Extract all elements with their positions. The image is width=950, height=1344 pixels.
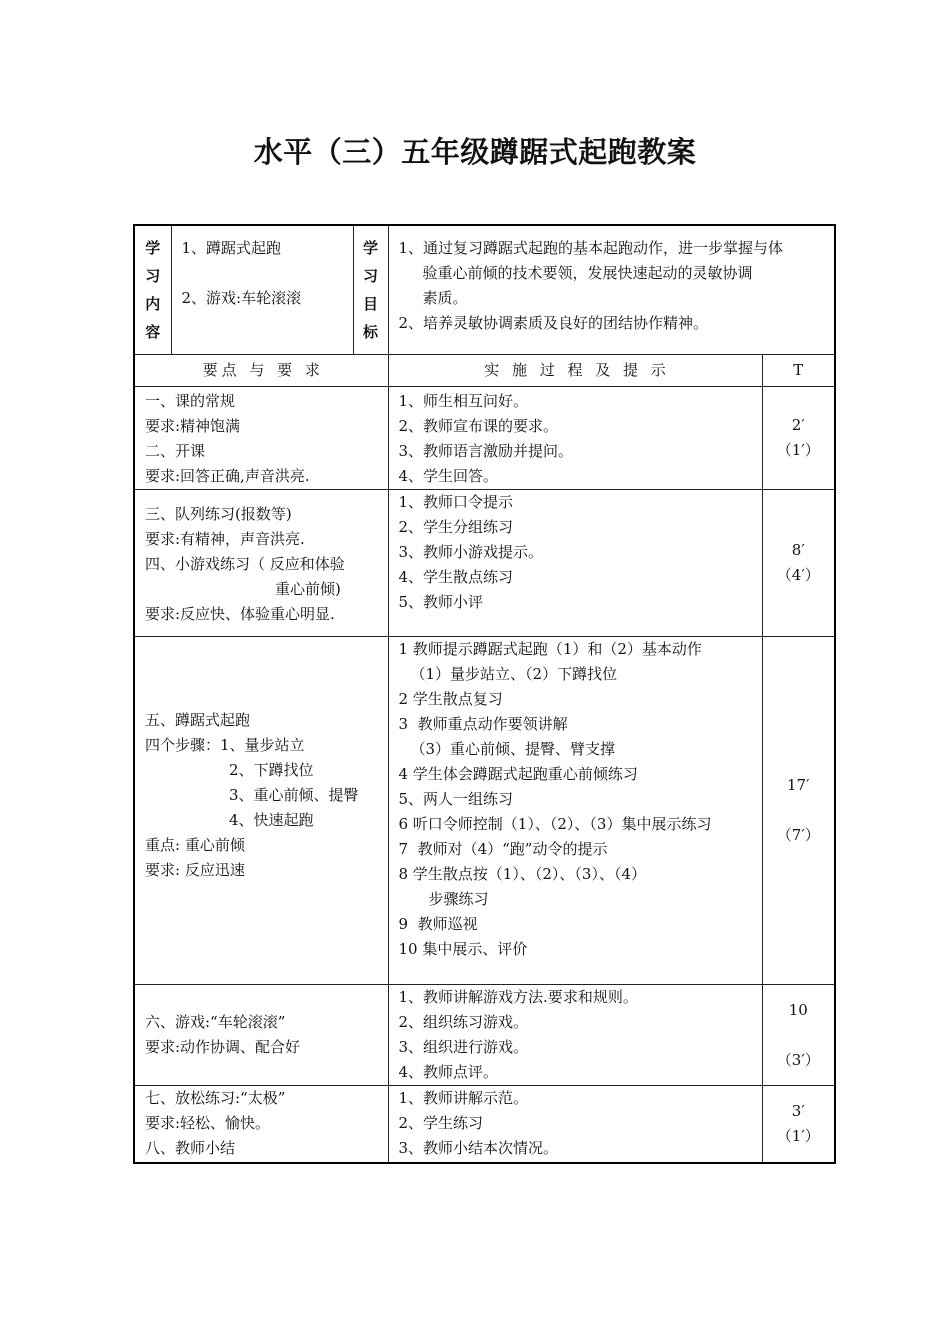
process-cell: 1、师生相互问好。 2、教师宣布课的要求。 3、教师语言激励并提问。 4、学生回答。 (388, 387, 762, 490)
content-item: 1、蹲踞式起跑 (181, 239, 282, 257)
table-row (134, 490, 835, 637)
process-cell: 1、教师讲解游戏方法.要求和规则。 2、组织练习游戏。 3、组织进行游戏。 4、教师点评。 (388, 985, 762, 1086)
goal-line: 1、通过复习蹲踞式起跑的基本起跑动作，进一步掌握与体 (398, 239, 784, 257)
goals (388, 225, 835, 355)
table-row (134, 1086, 835, 1163)
table-row (134, 637, 835, 985)
process-cell: 1、教师口令提示 2、学生分组练习 3、教师小游戏提示。 4、学生散点练习 5、教师小评 (388, 490, 762, 637)
process-cell: 1、教师讲解示范。 2、学生练习 3、教师小结本次情况。 (388, 1086, 762, 1163)
requirements-cell: 七、放松练习:“太极” 要求:轻松、愉快。 八、教师小结 (134, 1086, 388, 1163)
content-items (171, 225, 353, 355)
table-row (134, 387, 835, 490)
lesson-plan-table (133, 224, 836, 1164)
time-cell: 8′ （4′） (762, 490, 835, 637)
time-cell: 17′ （7′） (762, 637, 835, 985)
requirements-cell: 六、游戏:“车轮滚滚” 要求:动作协调、配合好 (134, 985, 388, 1086)
time-cell: 10 （3′） (762, 985, 835, 1086)
goal-line: 素质。 (422, 289, 468, 307)
column-header-time: T (762, 355, 835, 387)
goal-line: 2、培养灵敏协调素质及良好的团结协作精神。 (398, 314, 709, 332)
process-cell: 1 教师提示蹲踞式起跑（1）和（2）基本动作 （1）量步站立、（2）下蹲找位 2 学生散点复习 3 教师重点动作要领讲解 （3）重心前倾、提臀、臂支撑 4 学生体会蹲踞式起跑重心前倾练习 5、两人一组练习 6 听口令师控制（1）、（2）、（3）集中展示练习 7 教师对（4）“跑”动令的提示 8 学生散点按（1）、（2）、（3）、（4） 步骤练习 9 教师巡视 10 集中展示、评价 (388, 637, 762, 985)
goal-line: 验重心前倾的技术要领，发展快速起动的灵敏协调 (422, 264, 753, 282)
table-row (134, 985, 835, 1086)
time-cell: 2′ （1′） (762, 387, 835, 490)
column-header-middle: 实 施 过 程 及 提 示 (388, 355, 762, 387)
content-item: 2、游戏:车轮滚滚 (181, 289, 302, 307)
content-label: 学 习 内 容 (134, 225, 171, 355)
requirements-cell: 三、队列练习(报数等) 要求:有精神，声音洪亮. 四、小游戏练习（ 反应和体验 重心前倾) 要求:反应快、体验重心明显. (134, 490, 388, 637)
header-row (134, 225, 835, 355)
column-header-left: 要点 与 要 求 (134, 355, 388, 387)
page-title: 水平（三）五年级蹲踞式起跑教案 (253, 135, 697, 169)
requirements-cell: 一、课的常规 要求:精神饱满 二、开课 要求:回答正确,声音洪亮. (134, 387, 388, 490)
column-header-row (134, 355, 835, 387)
time-cell: 3′ （1′） (762, 1086, 835, 1163)
requirements-cell: 五、蹲踞式起跑 四个步骤：1、量步站立 2、下蹲找位 3、重心前倾、提臀 4、快速起跑 重点: 重心前倾 要求: 反应迅速 (134, 637, 388, 985)
goal-label: 学 习 目 标 (353, 225, 388, 355)
